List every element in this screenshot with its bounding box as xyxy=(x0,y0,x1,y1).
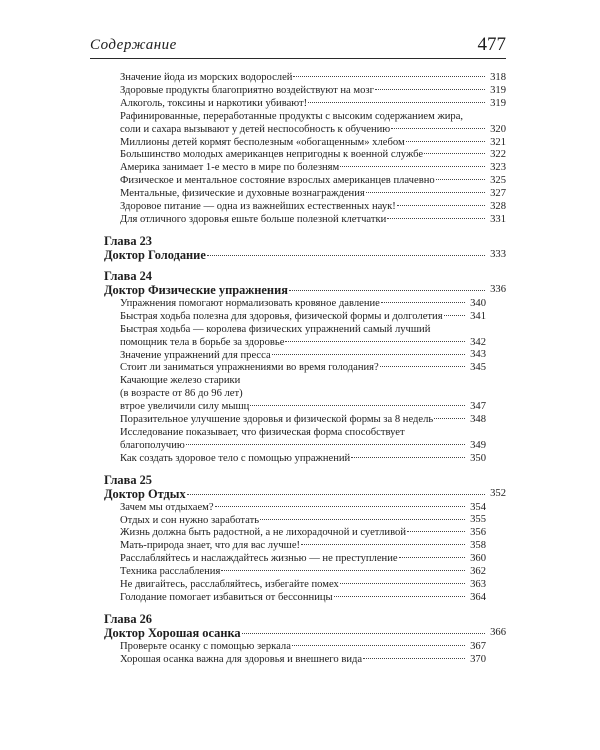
dot-leader xyxy=(424,153,485,154)
toc-entry-text: Ментальные, физические и духовные вознаграждения xyxy=(120,188,365,200)
toc-entry[interactable] xyxy=(104,515,486,528)
dot-leader xyxy=(397,205,485,206)
chapter-label: Глава 24 xyxy=(104,268,153,283)
toc-entry-line xyxy=(120,502,466,515)
chapter-title-row[interactable] xyxy=(104,625,506,640)
dot-leader xyxy=(221,570,465,571)
toc-entry-line xyxy=(120,515,466,528)
toc-entry-text: Хорошая осанка важна для здоровья и внешнего вида xyxy=(120,653,363,665)
chapter-page: 333 xyxy=(490,248,506,260)
toc-entry-page: 328 xyxy=(490,201,506,213)
toc-entry-page: 327 xyxy=(490,188,506,200)
chapter-label: Глава 26 xyxy=(104,611,153,626)
toc-entry[interactable] xyxy=(104,592,486,605)
chapter-block xyxy=(104,473,506,605)
dot-leader xyxy=(289,290,485,291)
toc-entry-text: Физическое и ментальное состояние взрослых американцев плачевно xyxy=(120,175,435,187)
toc-entry-text: Отдых и сон нужно заработать xyxy=(120,514,260,526)
dot-leader xyxy=(334,596,465,597)
dot-leader xyxy=(380,366,465,367)
toc-entry-page: 345 xyxy=(470,362,486,374)
dot-leader xyxy=(391,128,485,129)
toc-entry-page: 341 xyxy=(470,310,486,322)
toc-entry[interactable] xyxy=(104,540,486,553)
toc-entry-text: Техника расслабления xyxy=(120,566,221,578)
toc-entry[interactable] xyxy=(104,350,486,363)
toc-entry-line xyxy=(120,388,466,401)
chapter-title-row[interactable] xyxy=(104,247,506,262)
toc-entry-line xyxy=(120,641,466,654)
chapter-title: Доктор Хорошая осанка xyxy=(104,625,241,640)
toc-entry[interactable] xyxy=(104,201,506,214)
chapter-title: Доктор Голодание xyxy=(104,247,206,262)
toc-entry-text: Жизнь должна быть радостной, а не лихорадочной и суетливой xyxy=(120,527,406,539)
toc-entry-text: Быстрая ходьба полезна для здоровья, физической формы и долголетия xyxy=(120,310,443,322)
toc-entry-line xyxy=(120,311,466,324)
toc-entry-line xyxy=(120,214,486,227)
chapter-block xyxy=(104,234,506,262)
toc-entry-line xyxy=(120,72,486,85)
toc-entry-text: Рафинированные, переработанные продукты с высоким содержанием жира, xyxy=(120,110,464,122)
dot-leader xyxy=(363,658,465,659)
chapter-block xyxy=(104,269,506,466)
toc-entry-line xyxy=(120,85,486,98)
toc-entry-text: Голодание помогает избавиться от бессонницы xyxy=(120,592,333,603)
toc-entry-line xyxy=(120,553,466,566)
toc-entry[interactable] xyxy=(104,188,506,201)
toc-entry-text: соли и сахара вызывают у детей неспособность к обучению xyxy=(120,123,391,135)
toc-entry-text: Расслабляйтесь и наслаждайтесь жизнью — не преступление xyxy=(120,553,398,565)
toc-entry-line xyxy=(120,337,466,350)
toc-entry-line xyxy=(120,401,466,414)
toc-entry[interactable] xyxy=(104,362,486,375)
toc-entry-line xyxy=(120,149,486,162)
toc-entry[interactable] xyxy=(104,553,486,566)
dot-leader xyxy=(351,457,465,458)
toc-entry[interactable] xyxy=(104,427,486,453)
chapter-entries xyxy=(104,641,486,667)
toc-entry-line xyxy=(120,654,466,667)
dot-leader xyxy=(436,179,485,180)
toc-entry-line xyxy=(120,453,466,466)
toc-entry[interactable] xyxy=(104,579,486,592)
chapter-title: Доктор Физические упражнения xyxy=(104,282,288,297)
toc-entry[interactable] xyxy=(104,214,506,227)
toc-entry[interactable] xyxy=(104,162,506,175)
toc-entry-page: 323 xyxy=(490,162,506,174)
dot-leader xyxy=(406,141,485,142)
dot-leader xyxy=(340,166,485,167)
toc-entry[interactable] xyxy=(104,453,486,466)
toc-entry-line xyxy=(120,540,466,553)
dot-leader xyxy=(434,418,465,419)
toc-entry-line xyxy=(120,137,486,150)
toc-entry-line xyxy=(120,527,466,540)
dot-leader xyxy=(187,494,485,495)
toc-entry-text: Зачем мы отдыхаем? xyxy=(120,501,214,513)
toc-entry-page: 363 xyxy=(470,579,486,590)
toc-entry-page: 360 xyxy=(470,553,486,565)
toc-entry-page: 342 xyxy=(470,336,486,348)
toc-entry[interactable] xyxy=(104,72,506,85)
toc-entry-line xyxy=(120,175,486,188)
toc-entry[interactable] xyxy=(104,654,486,667)
toc-entry-line xyxy=(120,188,486,201)
toc-entry-text: Мать-природа знает, что для вас лучше! xyxy=(120,540,301,552)
toc-entry-text: Исследование показывает, что физическая форма способствует xyxy=(120,426,405,438)
toc-entry-text: Как создать здоровое тело с помощью упражнений xyxy=(120,452,351,464)
chapter-page: 336 xyxy=(490,283,506,295)
toc-entry[interactable] xyxy=(104,111,506,137)
dot-leader xyxy=(308,102,485,103)
dot-leader xyxy=(301,544,465,545)
toc-entry[interactable] xyxy=(104,311,486,324)
toc-entry-text: Стоит ли заниматься упражнениями во время голодания? xyxy=(120,362,379,374)
chapter-label: Глава 23 xyxy=(104,233,153,248)
dot-leader xyxy=(366,192,485,193)
toc-entry-text: (в возрасте от 86 до 96 лет) xyxy=(120,388,243,400)
toc-entry-line xyxy=(120,592,466,605)
toc-entry-page: 364 xyxy=(470,591,486,603)
toc-entry-page: 349 xyxy=(470,439,486,451)
dot-leader xyxy=(207,255,485,256)
dot-leader xyxy=(387,218,485,219)
dot-leader xyxy=(292,645,465,646)
dot-leader xyxy=(407,531,465,532)
toc-entry-text: Упражнения помогают нормализовать кровяное давление xyxy=(120,297,380,309)
toc-entry-line xyxy=(120,566,466,579)
toc-entry-text: благополучию xyxy=(120,439,185,451)
toc-entry-line xyxy=(120,162,486,175)
toc-entry-text: Не двигайтесь, расслабляйтесь, избегайте помех xyxy=(120,579,339,591)
toc-entry-page: 318 xyxy=(490,72,506,83)
toc-entry-text: Для отличного здоровья ешьте больше полезной клетчатки xyxy=(120,213,387,225)
toc-entry-text: Проверьте осанку с помощью зеркала xyxy=(120,640,291,652)
toc-entry[interactable] xyxy=(104,85,506,98)
toc-entry[interactable] xyxy=(104,414,486,427)
toc-entry-text: Значение йода из морских водорослей xyxy=(120,72,293,83)
toc-entry-line xyxy=(120,298,466,311)
toc-entry-text: помощник тела в борьбе за здоровье xyxy=(120,336,285,348)
toc-entry[interactable] xyxy=(104,137,506,150)
toc-entry-line xyxy=(120,427,466,440)
toc-entry-line xyxy=(120,579,466,592)
toc-entry-page: 343 xyxy=(470,349,486,361)
chapter-page: 352 xyxy=(490,487,506,499)
toc-entry[interactable] xyxy=(104,324,486,350)
toc-entry-line xyxy=(120,375,466,388)
toc-entry-page: 347 xyxy=(470,401,486,413)
chapter-block xyxy=(104,612,506,667)
running-title: Содержание xyxy=(90,37,177,53)
intro-entries xyxy=(104,72,506,227)
dot-leader xyxy=(293,76,485,77)
dot-leader xyxy=(340,583,465,584)
toc-entry-page: 348 xyxy=(470,413,486,425)
toc-entry-text: Здоровое питание — одна из важнейших естественных наук! xyxy=(120,201,396,213)
toc-entry[interactable] xyxy=(104,641,486,654)
toc-entry-line xyxy=(120,124,486,137)
toc-entry-text: Качающие железо старики xyxy=(120,375,241,387)
toc-entry-page: 356 xyxy=(470,527,486,539)
dot-leader xyxy=(381,302,465,303)
dot-leader xyxy=(260,519,465,520)
dot-leader xyxy=(375,89,485,90)
chapter-title-row[interactable] xyxy=(104,282,506,297)
toc-entry-page: 370 xyxy=(470,653,486,665)
toc-entry-page: 321 xyxy=(490,136,506,148)
dot-leader xyxy=(399,557,465,558)
toc-entry[interactable] xyxy=(104,98,506,111)
toc-entry-text: Здоровые продукты благоприятно воздействуют на мозг xyxy=(120,84,374,96)
toc-entry-page: 350 xyxy=(470,452,486,464)
toc-entry-text: Миллионы детей кормят бесполезным «обогащенным» хлебом xyxy=(120,136,405,148)
dot-leader xyxy=(285,341,465,342)
toc-entry-line xyxy=(120,362,466,375)
toc-entry-text: Большинство молодых американцев непригодны к военной службе xyxy=(120,149,424,161)
toc-entry-page: 340 xyxy=(470,297,486,309)
toc-entry-page: 354 xyxy=(470,501,486,513)
toc-entry-line xyxy=(120,201,486,214)
toc-entry-line xyxy=(120,440,466,453)
toc-entry-page: 319 xyxy=(490,84,506,96)
dot-leader xyxy=(250,405,465,406)
dot-leader xyxy=(272,354,465,355)
toc-entry-line xyxy=(120,111,486,124)
toc-entry-line xyxy=(120,414,466,427)
toc-entry-page: 355 xyxy=(470,514,486,526)
toc-entry-page: 331 xyxy=(490,213,506,225)
chapter-entries xyxy=(104,298,486,466)
toc-entry-text: Быстрая ходьба — королева физических упражнений самый лучший xyxy=(120,323,431,335)
toc-entry-page: 367 xyxy=(470,640,486,652)
toc-entry-text: Поразительное улучшение здоровья и физической формы за 8 недель xyxy=(120,414,434,426)
table-of-contents xyxy=(104,72,506,667)
toc-entry[interactable] xyxy=(104,175,506,188)
dot-leader xyxy=(215,506,465,507)
chapter-list xyxy=(104,234,506,667)
toc-entry-page: 320 xyxy=(490,123,506,135)
running-header xyxy=(90,28,506,59)
toc-entry-page: 322 xyxy=(490,149,506,161)
toc-entry-page: 319 xyxy=(490,97,506,109)
toc-entry[interactable] xyxy=(104,566,486,579)
toc-entry[interactable] xyxy=(104,298,486,311)
toc-entry-text: втрое увеличили силу мышц xyxy=(120,401,250,413)
toc-entry-line xyxy=(120,98,486,111)
chapter-title: Доктор Отдых xyxy=(104,486,186,501)
dot-leader xyxy=(242,633,485,634)
toc-entry-line xyxy=(120,324,466,337)
toc-entry-page: 362 xyxy=(470,566,486,578)
page-number: 477 xyxy=(477,34,506,55)
toc-entry-text: Значение упражнений для пресса xyxy=(120,349,271,361)
chapter-page: 366 xyxy=(490,626,506,638)
dot-leader xyxy=(186,444,465,445)
toc-entry-text: Алкоголь, токсины и наркотики убивают! xyxy=(120,97,308,109)
toc-entry[interactable] xyxy=(104,502,486,515)
toc-entry-line xyxy=(120,350,466,363)
toc-entry[interactable] xyxy=(104,527,486,540)
dot-leader xyxy=(444,315,465,316)
chapter-entries xyxy=(104,502,486,605)
toc-entry[interactable] xyxy=(104,375,486,414)
chapter-title-row[interactable] xyxy=(104,486,506,501)
chapter-label: Глава 25 xyxy=(104,472,153,487)
toc-entry-page: 325 xyxy=(490,175,506,187)
toc-entry-text: Америка занимает 1-е место в мире по болезням xyxy=(120,162,340,174)
toc-entry[interactable] xyxy=(104,149,506,162)
toc-entry-page: 358 xyxy=(470,540,486,552)
